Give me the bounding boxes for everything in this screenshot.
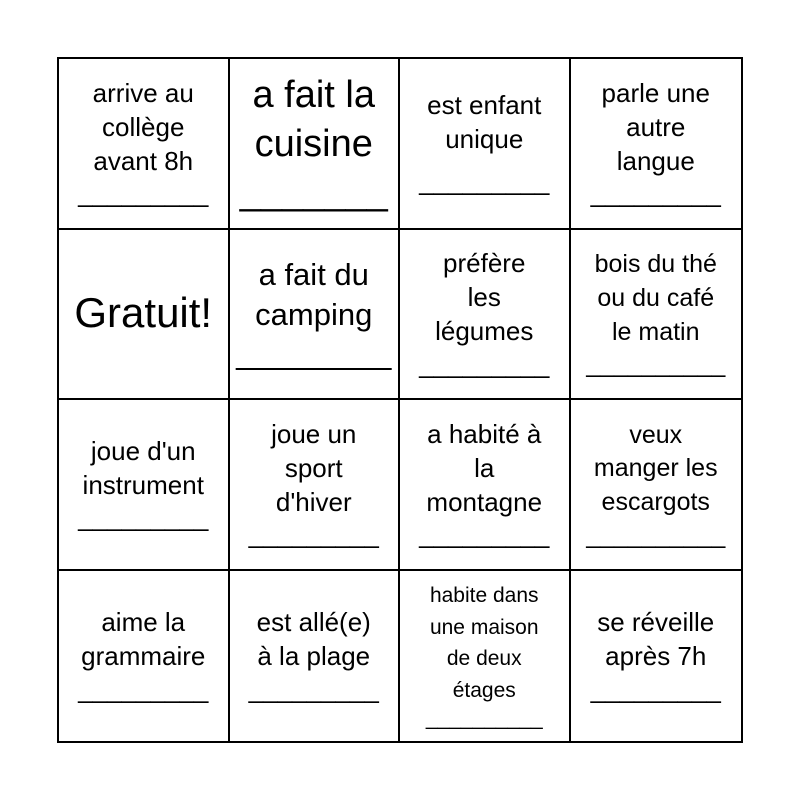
free-space-cell[interactable] bbox=[59, 230, 230, 401]
answer-line: _______ bbox=[239, 170, 388, 213]
cell-text: veux manger les escargots bbox=[593, 420, 718, 517]
cell-text: est enfant unique bbox=[427, 89, 542, 154]
bingo-cell[interactable] bbox=[59, 59, 230, 230]
free-space-label: Gratuit! bbox=[74, 289, 213, 337]
cell-text: a fait la cuisine bbox=[252, 74, 376, 166]
cell-text: se réveille après 7h bbox=[597, 607, 715, 672]
bingo-cell[interactable] bbox=[59, 400, 230, 571]
cell-text: parle une autre langue bbox=[601, 77, 710, 176]
bingo-cell[interactable] bbox=[571, 59, 742, 230]
answer-line: _________ bbox=[78, 178, 209, 209]
cell-text: préfère les légumes bbox=[435, 248, 534, 347]
answer-line: _________ bbox=[248, 519, 379, 550]
cell-text: joue un sport d'hiver bbox=[271, 418, 357, 517]
answer-line: __________ bbox=[586, 350, 726, 379]
bingo-cell[interactable] bbox=[400, 571, 571, 742]
bingo-cell[interactable] bbox=[230, 571, 401, 742]
answer-line: _________ bbox=[419, 348, 550, 379]
bingo-cell[interactable] bbox=[59, 571, 230, 742]
bingo-cell[interactable] bbox=[400, 400, 571, 571]
answer-line: _________ bbox=[419, 166, 550, 197]
bingo-cell[interactable] bbox=[400, 230, 571, 401]
bingo-cell[interactable] bbox=[230, 400, 401, 571]
answer-line: _________ bbox=[236, 336, 392, 372]
answer-line: _________ bbox=[590, 673, 721, 704]
cell-text: a habité à la montagne bbox=[426, 418, 543, 517]
bingo-card bbox=[57, 57, 743, 743]
cell-text: est allé(e) à la plage bbox=[256, 607, 371, 672]
answer-line: _________ bbox=[590, 178, 721, 209]
bingo-cell[interactable] bbox=[571, 230, 742, 401]
bingo-cell[interactable] bbox=[230, 59, 401, 230]
cell-text: arrive au collège avant 8h bbox=[92, 77, 194, 176]
cell-text: habite dans une maison de deux étages bbox=[429, 584, 539, 702]
answer-line: _________ bbox=[248, 673, 379, 704]
answer-line: __________ bbox=[425, 707, 543, 731]
bingo-cell[interactable] bbox=[400, 59, 571, 230]
cell-text: a fait du camping bbox=[255, 256, 373, 333]
answer-line: __________ bbox=[586, 520, 726, 549]
cell-text: aime la grammaire bbox=[81, 607, 206, 672]
bingo-cell[interactable] bbox=[571, 571, 742, 742]
bingo-cell[interactable] bbox=[230, 230, 401, 401]
bingo-cell[interactable] bbox=[571, 400, 742, 571]
answer-line: _________ bbox=[78, 502, 209, 533]
answer-line: _________ bbox=[419, 519, 550, 550]
cell-text: bois du thé ou du café le matin bbox=[594, 250, 717, 346]
cell-text: joue d'un instrument bbox=[82, 435, 204, 500]
answer-line: _________ bbox=[78, 673, 209, 704]
